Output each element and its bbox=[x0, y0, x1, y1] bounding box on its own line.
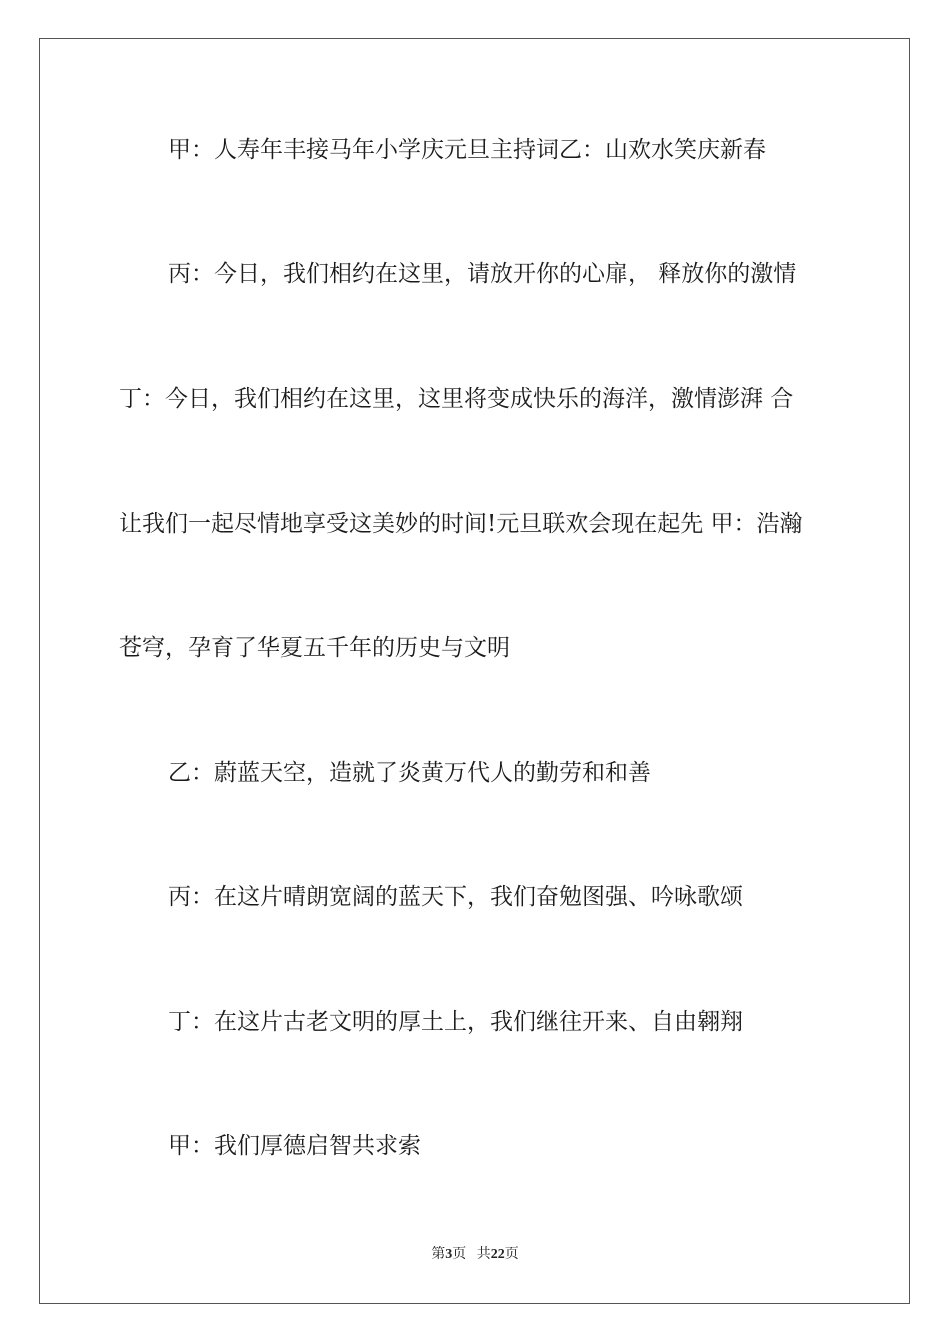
text-line-5: 苍穹，孕育了华夏五千年的历史与文明 bbox=[119, 635, 510, 661]
text-line-1: 甲：人寿年丰接马年小学庆元旦主持词乙：山欢水笑庆新春 bbox=[168, 137, 766, 163]
footer-page-suffix: 页 bbox=[452, 1247, 467, 1262]
text-line-8: 丁：在这片古老文明的厚土上，我们继往开来、自由翱翔 bbox=[168, 1009, 743, 1035]
page-footer bbox=[0, 1243, 950, 1263]
text-line-3: 丁：今日，我们相约在这里，这里将变成快乐的海洋，激情澎湃 合 bbox=[119, 386, 794, 412]
footer-total-prefix: 共 bbox=[476, 1247, 491, 1262]
total-page-count: 22 bbox=[490, 1247, 505, 1262]
footer-prefix: 第 bbox=[431, 1247, 446, 1262]
text-line-2: 丙：今日，我们相约在这里，请放开你的心扉， 释放你的激情 bbox=[168, 261, 797, 287]
page-frame bbox=[39, 38, 910, 1304]
text-line-7: 丙：在这片晴朗宽阔的蓝天下，我们奋勉图强、吟咏歌颂 bbox=[168, 884, 743, 910]
text-line-6: 乙：蔚蓝天空，造就了炎黄万代人的勤劳和和善 bbox=[168, 760, 651, 786]
text-line-9: 甲：我们厚德启智共求索 bbox=[168, 1133, 421, 1159]
text-line-4: 让我们一起尽情地享受这美妙的时间!元旦联欢会现在起先 甲：浩瀚 bbox=[119, 511, 803, 537]
current-page-number: 3 bbox=[445, 1247, 453, 1262]
footer-total-suffix: 页 bbox=[504, 1247, 519, 1262]
